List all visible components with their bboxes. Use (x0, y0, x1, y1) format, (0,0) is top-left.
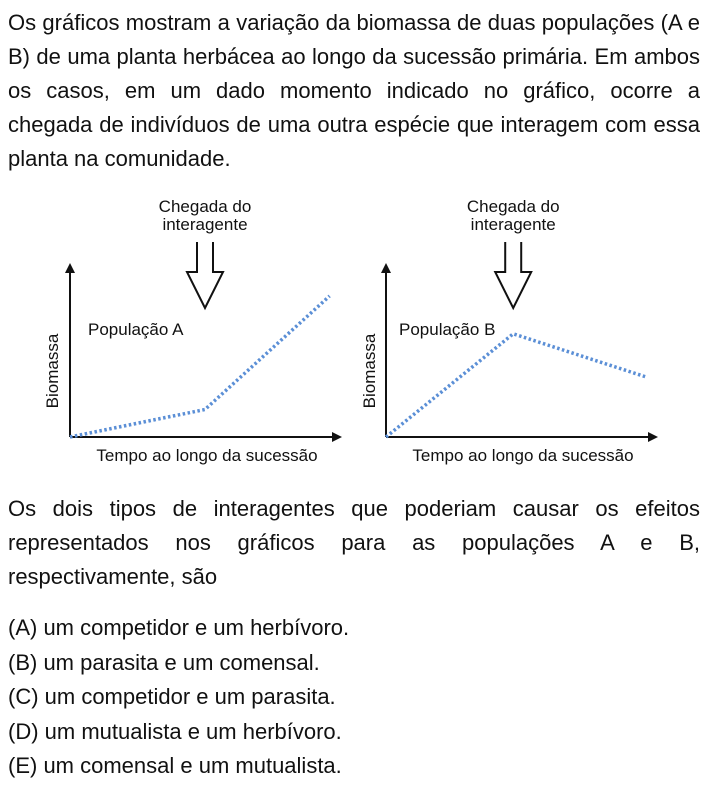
option-d[interactable]: (D) um mutualista e um herbívoro. (8, 718, 342, 744)
intro-paragraph: Os gráficos mostram a variação da biomassa de duas populações (A e B) de uma planta herbácea ao longo da sucessão primária. Em ambos os casos, em um dado momento indicado no gráfico, ocorre a chegada de indivíduos de uma outra espécie que interagem com essa planta na comunidade. (8, 10, 700, 171)
data-series-line (70, 296, 330, 437)
y-axis-arrowhead (381, 263, 391, 273)
x-axis-arrowhead (648, 432, 658, 442)
population-label: População B (399, 320, 496, 339)
arrival-arrow-icon (495, 242, 531, 308)
data-series-line (386, 334, 646, 437)
arrival-annotation-line: Chegada do (466, 197, 560, 216)
option-a[interactable]: (A) um competidor e um herbívoro. (8, 615, 350, 640)
chart-b (360, 197, 658, 465)
option-b[interactable]: (B) um parasita e um comensal. (8, 649, 320, 675)
arrival-arrow-icon (187, 242, 223, 308)
population-label: População A (88, 320, 184, 339)
x-axis-label: Tempo ao longo da sucessão (412, 446, 634, 465)
question-paragraph: Os dois tipos de interagentes que poderiam causar os efeitos representados nos gráficos para as populações A e B, respectivamente, são (8, 496, 700, 589)
y-axis-arrowhead (65, 263, 75, 273)
option-c[interactable]: (C) um competidor e um parasita. (8, 684, 336, 709)
option-e[interactable]: (E) um comensal e um mutualista. (8, 753, 342, 778)
y-axis-label: Biomassa (43, 333, 62, 409)
charts-svg (0, 190, 709, 490)
x-axis-label: Tempo ao longo da sucessão (96, 446, 318, 465)
answer-options (8, 611, 349, 784)
x-axis-arrowhead (332, 432, 342, 442)
y-axis-label: Biomassa (360, 333, 379, 409)
chart-a (43, 197, 342, 465)
charts-figure (0, 190, 709, 490)
arrival-annotation-line: interagente (470, 215, 556, 234)
arrival-annotation-line: Chegada do (158, 197, 252, 216)
arrival-annotation-line: interagente (162, 215, 248, 234)
